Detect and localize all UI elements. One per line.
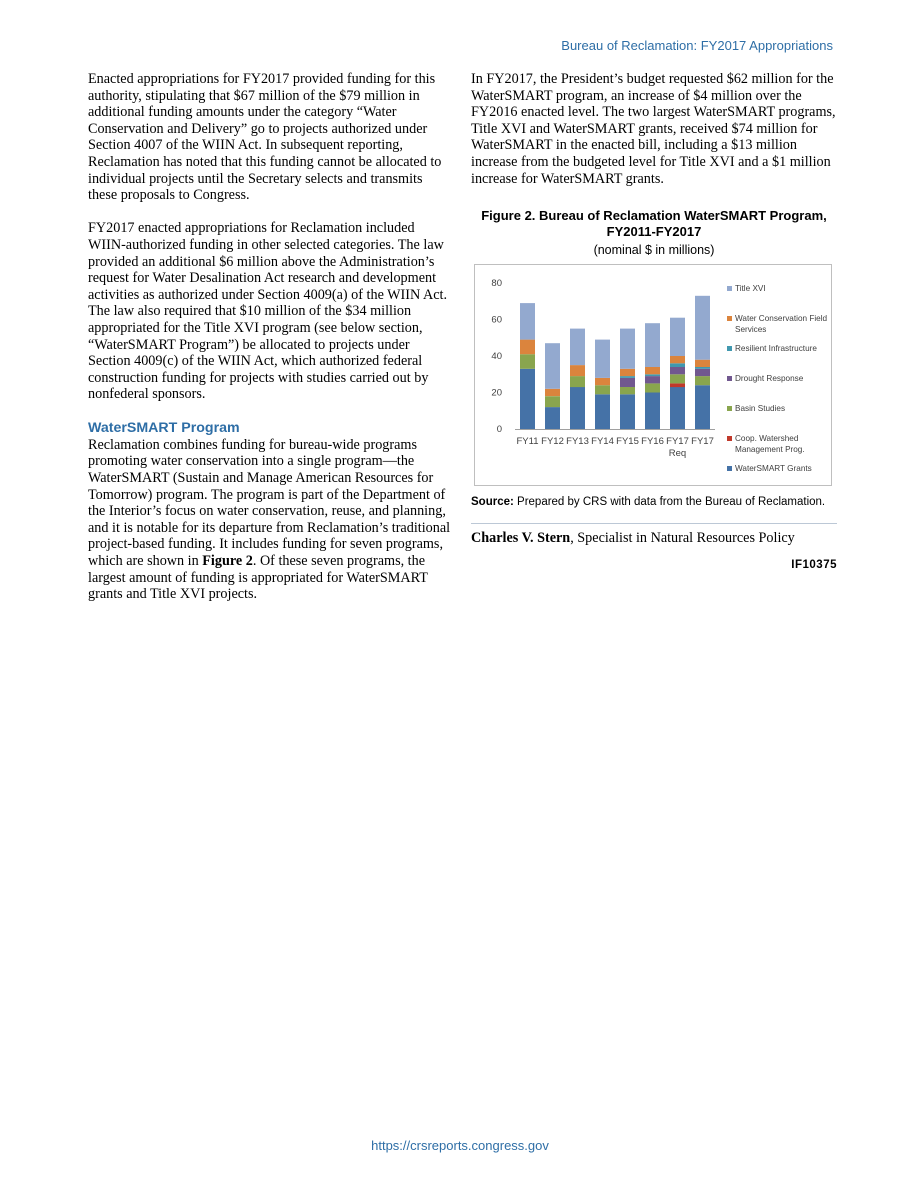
- y-tick-label: 20: [491, 387, 502, 399]
- bar-segment: [520, 369, 535, 429]
- bar-segment: [695, 360, 710, 367]
- figure-caption: Figure 2. Bureau of Reclamation WaterSMART Program, FY2011-FY2017: [481, 208, 827, 240]
- bar-segment: [670, 356, 685, 363]
- bar-segment: [545, 407, 560, 429]
- legend-swatch: [727, 436, 732, 441]
- source-label: Source:: [471, 496, 514, 509]
- legend-label: Drought Response: [735, 374, 804, 384]
- bar-segment: [620, 378, 635, 387]
- legend-label: Basin Studies: [735, 404, 786, 414]
- bar-segment: [695, 369, 710, 376]
- bar-segment: [595, 340, 610, 378]
- bar-segment: [545, 389, 560, 396]
- bar-segment: [645, 367, 660, 374]
- legend-label: Resilient Infrastructure: [735, 344, 817, 354]
- legend-label: Services: [735, 325, 767, 335]
- bar-segment: [620, 387, 635, 394]
- author-title: , Specialist in Natural Resources Policy: [570, 530, 795, 547]
- bar-segment: [645, 384, 660, 393]
- bar-segment: [670, 367, 685, 374]
- legend-swatch: [727, 406, 732, 411]
- paragraph: In FY2017, the President’s budget requested $62 million for the WaterSMART program, an increase of $4 million over the FY2016 enacted level. The two largest WaterSMART programs, Title XVI and WaterSMART grants, received $74 million for WaterSMART in the enacted bill, including a $13 million increase from the budgeted level for Title XVI and a $1 million increase for WaterSMART grants.: [471, 71, 836, 187]
- bar-segment: [570, 329, 585, 366]
- x-tick-label: FY17: [691, 436, 714, 448]
- bar-segment: [620, 369, 635, 376]
- bar-segment: [645, 393, 660, 430]
- bar-segment: [520, 340, 535, 355]
- y-tick-label: 40: [491, 351, 502, 363]
- bar-segment: [645, 323, 660, 367]
- stacked-bar-chart: [475, 265, 831, 485]
- source-text: Prepared by CRS with data from the Bureau of Reclamation.: [513, 496, 826, 509]
- y-tick-label: 60: [491, 314, 502, 326]
- paragraph-text: . Of these seven programs, the largest amount of funding is appropriated for WaterSMART grants and Title XVI projects.: [88, 553, 428, 603]
- legend-label: WaterSMART Grants: [735, 464, 812, 474]
- running-header: Bureau of Reclamation: FY2017 Appropriations: [561, 38, 833, 53]
- legend-swatch: [727, 286, 732, 291]
- author-name: Charles V. Stern: [471, 530, 571, 547]
- figure-reference: Figure 2: [202, 553, 253, 570]
- legend-swatch: [727, 466, 732, 471]
- x-tick-label: FY16: [641, 436, 664, 448]
- x-tick-label: FY17: [666, 436, 689, 448]
- bar-segment: [695, 385, 710, 429]
- figure-subcaption: (nominal $ in millions): [593, 243, 715, 258]
- paragraph: [88, 437, 452, 603]
- legend-label: Coop. Watershed: [735, 434, 799, 444]
- legend-swatch: [727, 376, 732, 381]
- x-tick-label: FY13: [566, 436, 589, 448]
- paragraph: FY2017 enacted appropriations for Reclamation included WIIN-authorized funding in other selected categories. The law provided an additional $6 million above the Administration’s request for Water Desalination Act research and development activities as authorized under Section 4009(a) of the WIIN Act. The law also required that $10 million of the $34 million appropriated for the Title XVI program (see below section, “WaterSMART Program”) be allocated to projects under Section 4009(c) of the WIIN Act, which authorized federal construction funding for projects with studies carried out by nonfederal sponsors.: [88, 220, 448, 403]
- report-id: IF10375: [791, 558, 837, 571]
- footer-url[interactable]: https://crsreports.congress.gov: [371, 1138, 549, 1153]
- bar-segment: [620, 329, 635, 369]
- bar-segment: [595, 385, 610, 394]
- x-tick-label: Req: [668, 448, 687, 460]
- y-tick-label: 0: [496, 424, 502, 436]
- bar-segment: [695, 376, 710, 385]
- y-tick-label: 80: [491, 278, 502, 290]
- bar-segment: [670, 374, 685, 383]
- x-tick-label: FY15: [616, 436, 639, 448]
- left-column: [88, 71, 452, 603]
- source-note: [471, 495, 837, 509]
- x-tick-label: FY11: [516, 436, 539, 448]
- legend-label: Management Prog.: [735, 445, 805, 455]
- legend-label: Title XVI: [735, 284, 766, 294]
- bar-segment: [620, 376, 635, 378]
- x-tick-label: FY12: [541, 436, 564, 448]
- bar-segment: [670, 387, 685, 429]
- paragraph: Enacted appropriations for FY2017 provided funding for this authority, stipulating that $67 million of the $79 million in additional funding amounts under the category “Water Conservation and Delivery” go to projects authorized under Section 4007 of the WIIN Act. In subsequent reporting, Reclamation has noted that this funding cannot be allocated to individual projects until the Secretary selects and transmits these proposals to Congress.: [88, 71, 442, 204]
- author-line: [471, 530, 837, 547]
- bar-segment: [570, 387, 585, 429]
- section-heading: WaterSMART Program: [88, 419, 240, 436]
- bar-segment: [520, 354, 535, 369]
- bar-segment: [695, 296, 710, 360]
- right-column: [471, 71, 837, 573]
- legend-label: Water Conservation Field: [735, 314, 828, 324]
- bar-segment: [645, 376, 660, 383]
- bar-segment: [645, 374, 660, 376]
- bar-segment: [670, 363, 685, 367]
- bar-segment: [695, 367, 710, 369]
- x-tick-label: FY14: [591, 436, 614, 448]
- divider: [471, 523, 837, 524]
- bar-segment: [570, 365, 585, 376]
- paragraph-text: Reclamation combines funding for bureau-wide programs promoting water conservation into a single program—the WaterSMART (Sustain and Manage American Resources for Tomorrow) program. The program is part of the Department of the Interior’s focus on water conservation, reuse, and planning, and it is notable for its departure from Reclamation’s traditional project-based funding. It includes funding for seven programs, which are shown in: [88, 436, 451, 570]
- bar-segment: [545, 396, 560, 407]
- bar-segment: [670, 384, 685, 388]
- bar-segment: [570, 376, 585, 387]
- bar-segment: [595, 394, 610, 429]
- bar-segment: [595, 378, 610, 385]
- bar-segment: [620, 394, 635, 429]
- legend-swatch: [727, 346, 732, 351]
- bar-segment: [670, 318, 685, 356]
- chart-frame: [474, 264, 832, 486]
- bar-segment: [545, 343, 560, 389]
- legend-swatch: [727, 316, 732, 321]
- bar-segment: [520, 303, 535, 340]
